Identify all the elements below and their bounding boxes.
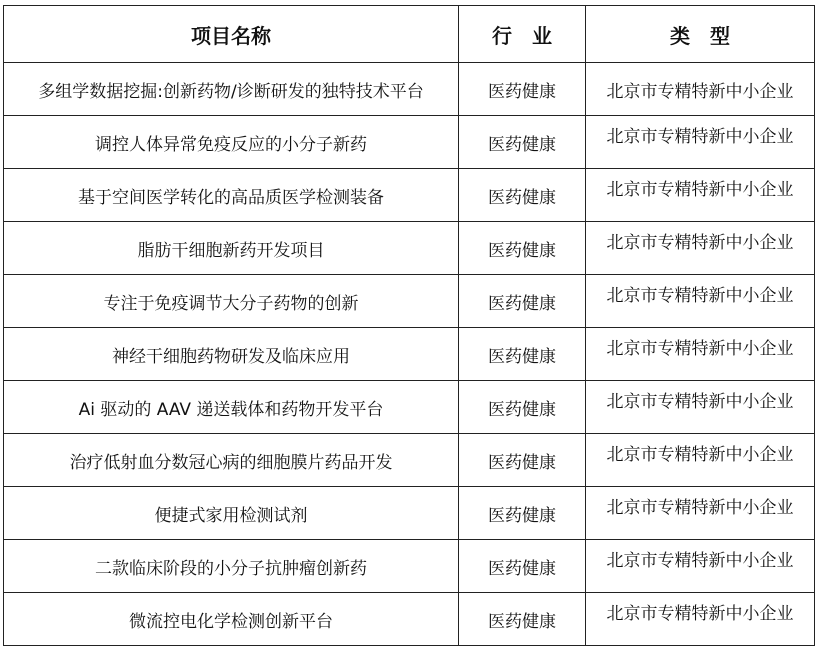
table-row — [4, 434, 815, 487]
project-name-cell: 多组学数据挖掘:创新药物/诊断研发的独特技术平台 — [4, 63, 459, 116]
type-cell: 北京市专精特新中小企业 — [586, 381, 815, 434]
type-cell: 北京市专精特新中小企业 — [586, 222, 815, 275]
project-name-cell: 脂肪干细胞新药开发项目 — [4, 222, 459, 275]
table-row — [4, 487, 815, 540]
header-industry: 行 业 — [459, 6, 586, 63]
project-name-cell: 二款临床阶段的小分子抗肿瘤创新药 — [4, 540, 459, 593]
type-cell: 北京市专精特新中小企业 — [586, 328, 815, 381]
project-name-cell: 调控人体异常免疫反应的小分子新药 — [4, 116, 459, 169]
industry-cell: 医药健康 — [459, 222, 586, 275]
table-row — [4, 63, 815, 116]
industry-cell: 医药健康 — [459, 275, 586, 328]
type-cell: 北京市专精特新中小企业 — [586, 275, 815, 328]
project-table — [3, 5, 815, 646]
project-name-cell: Ai 驱动的 AAV 递送载体和药物开发平台 — [4, 381, 459, 434]
header-project-name: 项目名称 — [4, 6, 459, 63]
project-name-cell: 便捷式家用检测试剂 — [4, 487, 459, 540]
industry-cell: 医药健康 — [459, 116, 586, 169]
industry-cell: 医药健康 — [459, 434, 586, 487]
table-row — [4, 593, 815, 646]
project-name-cell: 基于空间医学转化的高品质医学检测装备 — [4, 169, 459, 222]
type-cell: 北京市专精特新中小企业 — [586, 63, 815, 116]
industry-cell: 医药健康 — [459, 169, 586, 222]
table-row — [4, 540, 815, 593]
industry-cell: 医药健康 — [459, 487, 586, 540]
type-cell: 北京市专精特新中小企业 — [586, 487, 815, 540]
industry-cell: 医药健康 — [459, 593, 586, 646]
industry-cell: 医药健康 — [459, 63, 586, 116]
project-name-cell: 专注于免疫调节大分子药物的创新 — [4, 275, 459, 328]
table-header-row — [4, 6, 815, 63]
type-cell: 北京市专精特新中小企业 — [586, 434, 815, 487]
table-row — [4, 169, 815, 222]
table-row — [4, 116, 815, 169]
type-cell: 北京市专精特新中小企业 — [586, 169, 815, 222]
type-cell: 北京市专精特新中小企业 — [586, 116, 815, 169]
project-name-cell: 神经干细胞药物研发及临床应用 — [4, 328, 459, 381]
table-row — [4, 328, 815, 381]
industry-cell: 医药健康 — [459, 328, 586, 381]
project-name-cell: 治疗低射血分数冠心病的细胞膜片药品开发 — [4, 434, 459, 487]
industry-cell: 医药健康 — [459, 381, 586, 434]
table-row — [4, 381, 815, 434]
header-type: 类 型 — [586, 6, 815, 63]
project-name-cell: 微流控电化学检测创新平台 — [4, 593, 459, 646]
table-row — [4, 275, 815, 328]
type-cell: 北京市专精特新中小企业 — [586, 593, 815, 646]
industry-cell: 医药健康 — [459, 540, 586, 593]
type-cell: 北京市专精特新中小企业 — [586, 540, 815, 593]
table-row — [4, 222, 815, 275]
